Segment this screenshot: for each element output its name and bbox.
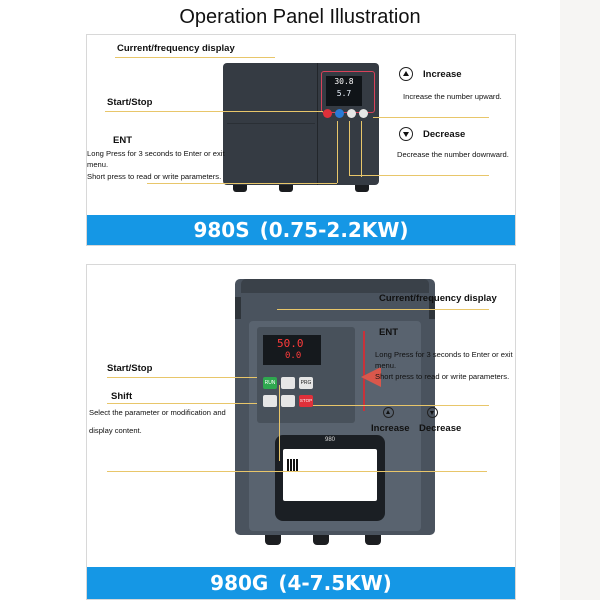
nameplate-sticker [283,449,377,501]
display-value-2: 5.7 [336,89,352,98]
background-strip [560,0,600,600]
display-value-1: 50.0 [277,337,304,350]
shift-key[interactable] [263,395,277,407]
ent-description-long: Long Press for 3 seconds to Enter or exit menu. [87,149,225,169]
callout-line-increase-decrease [313,405,489,406]
callout-line-decrease [349,175,489,176]
start-stop-button[interactable] [323,109,332,118]
decrease-key[interactable] [281,395,295,407]
decrease-description: Decrease the number downward. [397,150,509,159]
decrease-icon [427,407,438,418]
model-banner-980g [87,567,515,599]
callout-line-ent [147,183,337,184]
increase-icon [383,407,394,418]
qr-code-icon [287,459,299,471]
callout-line-start-stop [107,377,257,378]
increase-label: Increase [371,423,410,434]
control-panel [257,327,355,423]
ent-description-long: Long Press for 3 seconds to Enter or exit menu. [375,350,513,370]
ent-description-short: Short press to read or write parameters. [87,172,222,181]
prg-button[interactable]: PRG [299,377,313,389]
display-value-2: 0.0 [285,351,302,361]
decrease-label: Decrease [419,423,462,434]
led-display [263,335,321,365]
current-frequency-label: Current/frequency display [379,293,497,304]
stop-button[interactable]: STOP [299,395,313,407]
start-stop-label: Start/Stop [107,97,153,108]
ent-button[interactable] [335,109,344,118]
ent-description-short: Short press to read or write parameters. [375,372,510,381]
increase-description: Increase the number upward. [403,92,502,101]
increase-label: Increase [423,69,462,80]
device-screen [321,71,375,113]
increase-button[interactable] [347,109,356,118]
banner-model: 980S [193,218,250,242]
current-frequency-label: Current/frequency display [117,43,235,54]
model-plate-text: 980 [324,437,335,443]
shift-label: Shift [111,391,133,402]
decrease-label: Decrease [423,129,466,140]
model-banner-980s [87,215,515,245]
callout-line-start-stop [105,111,323,112]
page-title: Operation Panel Illustration [179,6,421,28]
shift-description-1: Select the parameter or modification and [89,408,226,417]
ent-label: ENT [379,327,398,338]
banner-power: (0.75-2.2KW) [259,218,409,242]
increase-icon [399,67,413,81]
start-stop-label: Start/Stop [107,363,153,374]
panel-980g [86,264,516,600]
decrease-icon [399,127,413,141]
callout-line-display [115,57,275,58]
callout-line-display [277,309,489,310]
display-value-1: 30.8 [334,77,354,86]
ent-label: ENT [113,135,132,146]
run-button[interactable]: RUN [263,377,277,389]
banner-model: 980G [210,571,269,595]
increase-key[interactable] [281,377,295,389]
panel-980s [86,34,516,246]
decrease-button[interactable] [359,109,368,118]
device-980g [235,279,435,535]
nameplate [275,435,385,521]
callout-line-shift [107,403,257,404]
shift-description-2: display content. [89,426,142,435]
callout-line-nameplate [107,471,487,472]
banner-power: (4-7.5KW) [278,571,392,595]
lcd-display [326,76,362,106]
device-980s [223,63,379,185]
callout-line-increase [373,117,489,118]
